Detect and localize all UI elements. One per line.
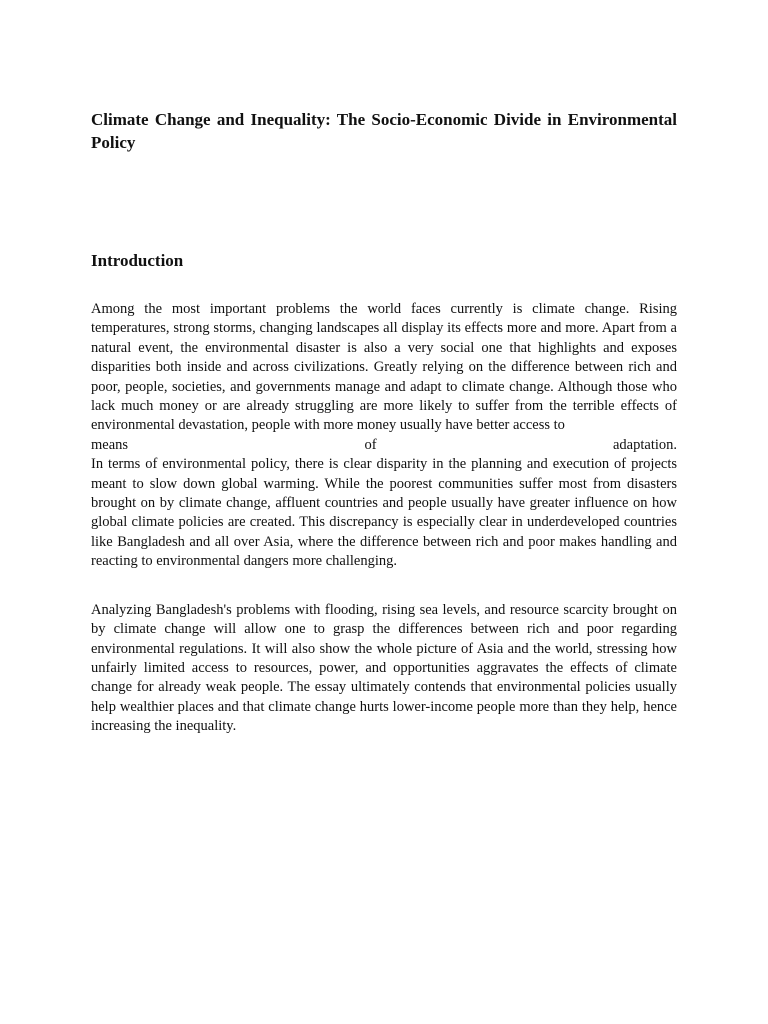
paragraph-2: In terms of environmental policy, there is clear disparity in the planning and execution of projects meant to slow down global warming. While the poorest communities suffer most from disasters brought on by climate change, affluent countries and people usually have greater influence on how global climate policies are created. This discrepancy is especially clear in underdeveloped countries like Bangladesh and all over Asia, where the difference between rich and poor makes handling and reacting to environmental dangers more challenging. <box>91 456 677 570</box>
document-body <box>91 108 677 737</box>
paragraph-3: Analyzing Bangladesh's problems with flooding, rising sea levels, and resource scarcity brought on by climate change will allow one to grasp the differences between rich and poor regarding environmental regulations. It will also show the whole picture of Asia and the world, stressing how unfairly limited access to resources, power, and opportunities aggravates the effects of climate change for already weak people. The essay ultimately contends that environmental policies usually help wealthier places and that climate change hurts lower-income people more than they help, hence increasing the inequality. <box>91 601 677 735</box>
paragraph-1 <box>91 300 677 455</box>
document-title: Climate Change and Inequality: The Socio-Economic Divide in Environmental Policy <box>91 110 677 152</box>
section-heading-introduction: Introduction <box>91 251 184 270</box>
paragraph-1-last-line: means of adaptation. <box>91 436 677 453</box>
paragraph-1-text: Among the most important problems the world faces currently is climate change. Rising temperatures, strong storms, changing landscapes all display its effects more and more. Apart from a natural event, the environmental disaster is also a very social one that highlights and exposes disparities both inside and across civilizations. Greatly relying on the difference between rich and poor, people, societies, and governments manage and adapt to climate change. Although those who lack much money or are already struggling are more likely to suffer from the terrible effects of environmental devastation, people with more money usually have better access to <box>91 301 677 434</box>
